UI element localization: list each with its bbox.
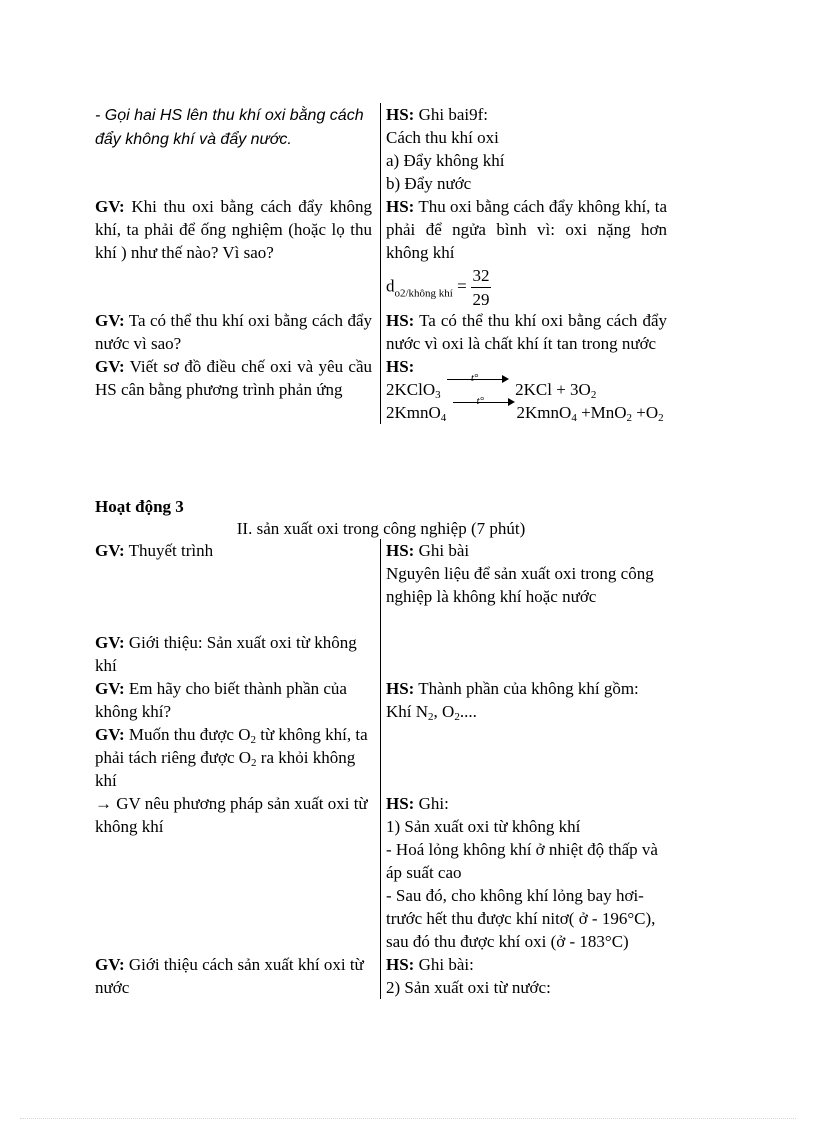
student-cell [380, 103, 667, 195]
student-text: Nguyên liệu để sản xuất oxi trong công nghiệp là không khí hoặc nước [386, 564, 654, 606]
gv-label: GV: [95, 679, 125, 698]
hs-label: HS: [386, 105, 415, 124]
teacher-cell [95, 677, 380, 723]
equation-2: 2KmnO$_4$ t° 2KmnO$_4$ $+MnO_2 +O_2$ [386, 395, 664, 424]
hs-label: HS: [386, 197, 415, 216]
numerator: 32 [472, 266, 490, 285]
teacher-text: - Gọi hai HS lên thu khí oxi bằng cách đẩy không khí và đẩy nước. [95, 107, 364, 148]
teacher-text: Em hãy cho biết thành phần của không khí? [95, 679, 347, 721]
gv-label: GV: [95, 633, 125, 652]
student-line: - Sau đó, cho không khí lỏng bay hơi- trước hết thu được khí nitơ( ở - 196°C), sau đó thu được khí oxi (ở - 183°C) [386, 886, 656, 951]
student-text: Ta có thể thu khí oxi bằng cách đẩy nước vì oxi là chất khí ít tan trong nước [386, 311, 667, 353]
student-cell [380, 195, 667, 309]
teacher-cell: GV: Muốn thu được $O_2$ từ không khí, ta phải tách riêng được $O_2$ ra khỏi không khí [95, 725, 368, 790]
student-cell [380, 723, 667, 792]
student-text: Ghi bài: [418, 955, 474, 974]
teacher-text: Viết sơ đồ điều chế oxi và yêu cầu HS cân bằng phương trình phản ứng [95, 357, 372, 399]
student-cell [380, 309, 667, 355]
teacher-cell [95, 539, 380, 631]
table-row [95, 103, 667, 195]
gv-label: GV: [95, 955, 125, 974]
student-text: Thu oxi bằng cách đẩy không khí, ta phải để ngửa bình vì: oxi nặng hơn không khí [386, 197, 667, 262]
hs-label: HS: [386, 357, 415, 376]
activity-heading: Hoạt động 3 [95, 497, 184, 516]
gv-label: GV: [95, 541, 125, 560]
table-row [95, 953, 667, 999]
student-text: Ghi bai9f: [418, 105, 488, 124]
teacher-text: Giới thiệu cách sản xuất khí oxi từ nước [95, 955, 364, 997]
teacher-cell [95, 309, 380, 355]
student-line: 1) Sản xuất oxi từ không khí [386, 817, 581, 836]
denominator: 29 [472, 290, 490, 309]
table-row [95, 792, 667, 953]
student-cell [380, 355, 667, 424]
student-text: Ghi bài [418, 541, 470, 560]
student-cell [380, 631, 667, 677]
teacher-text: Ta có thể thu khí oxi bằng cách đẩy nước vì sao? [95, 311, 372, 353]
table-row [95, 723, 667, 792]
teacher-cell [95, 103, 380, 195]
page-bottom-divider [20, 1118, 796, 1119]
student-line: a) Đẩy không khí [386, 151, 505, 170]
lesson-table-1 [95, 103, 667, 424]
student-text: Ghi: [418, 794, 449, 813]
teacher-text: → GV nêu phương pháp sản xuất oxi từ không khí [95, 794, 368, 836]
student-line: 2) Sản xuất oxi từ nước: [386, 978, 551, 997]
table-row [95, 309, 667, 355]
hs-label: HS: [386, 955, 415, 974]
table-row [95, 355, 667, 424]
table-row [95, 195, 667, 309]
gv-label: GV: [95, 311, 125, 330]
hs-label: HS: [386, 679, 415, 698]
table-row [95, 539, 667, 631]
table-row [95, 677, 667, 723]
student-line: b) Đẩy nước [386, 174, 472, 193]
density-formula: $d_{o2/không khí}$ = $\frac{32}{29}$ [386, 266, 490, 309]
student-line: - Hoá lỏng không khí ở nhiệt độ thấp và áp suất cao [386, 840, 658, 882]
teacher-text: Khi thu oxi bằng cách đẩy không khí, ta phải để ống nghiệm (hoặc lọ thu khí ) như thế nào? Vì sao? [95, 197, 372, 262]
student-line: Cách thu khí oxi [386, 128, 499, 147]
gv-label: GV: [95, 197, 125, 216]
student-text: Thành phần của không khí gồm: [418, 679, 639, 698]
gv-label: GV: [95, 357, 125, 376]
teacher-cell [95, 355, 380, 424]
density-fraction [471, 266, 491, 309]
hs-label: HS: [386, 794, 415, 813]
lesson-table-2 [95, 539, 667, 999]
teacher-cell [95, 631, 380, 677]
student-line: Khí $N_2$, $O_2$.... [386, 702, 477, 723]
student-cell [380, 953, 667, 999]
reaction-arrow-icon: t° [453, 402, 515, 416]
teacher-cell [95, 792, 380, 953]
hs-label: HS: [386, 541, 415, 560]
teacher-cell [95, 953, 380, 999]
teacher-text: Thuyết trình [128, 541, 214, 560]
student-cell [380, 539, 667, 631]
table-row [95, 631, 667, 677]
reaction-arrow-icon: t° [447, 379, 509, 393]
equation-1: 2KClO$_3$ t° $2KCl + 3O_2$ [386, 372, 597, 401]
hs-label: HS: [386, 311, 415, 330]
gv-label: GV: [95, 725, 125, 744]
student-cell [380, 677, 667, 723]
teacher-cell [95, 195, 380, 309]
student-cell [380, 792, 667, 953]
teacher-text: Giới thiệu: Sản xuất oxi từ không khí [95, 633, 357, 675]
section-title: II. sản xuất oxi trong công nghiệp (7 phút) [236, 519, 526, 538]
